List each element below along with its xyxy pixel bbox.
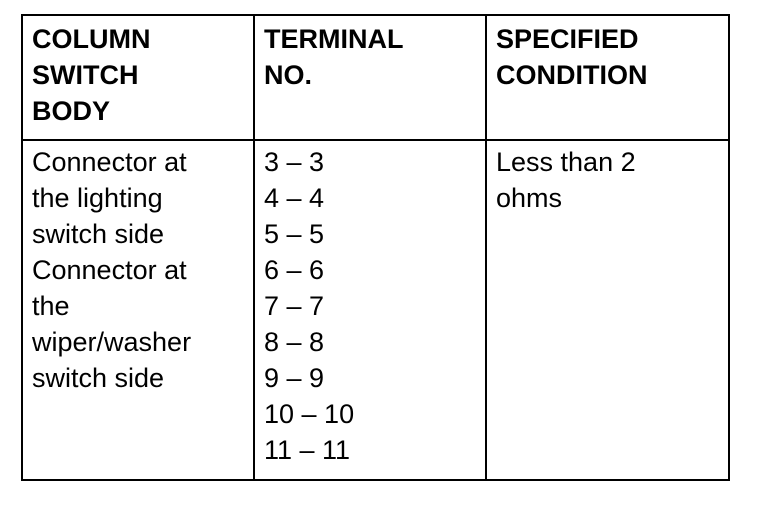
header-terminal-no: [255, 16, 487, 141]
cell-specified-condition: [487, 141, 728, 479]
specification-table: [21, 14, 730, 481]
terminal-pair: 8 – 8: [264, 327, 325, 357]
cell-terminal-no: [255, 141, 487, 479]
header-line: BODY: [32, 96, 111, 126]
condition-line: Less than 2: [496, 147, 636, 177]
header-line: COLUMN: [32, 24, 151, 54]
header-line: TERMINAL: [264, 24, 404, 54]
header-line: SPECIFIED: [496, 24, 639, 54]
terminal-pair: 4 – 4: [264, 183, 325, 213]
header-line: SWITCH: [32, 60, 139, 90]
body-line: Connector at: [32, 255, 187, 285]
terminal-pair: 5 – 5: [264, 219, 325, 249]
header-specified-condition: [487, 16, 728, 141]
header-line: CONDITION: [496, 60, 648, 90]
header-line: NO.: [264, 60, 313, 90]
body-line: switch side: [32, 219, 165, 249]
header-column-switch-body: [23, 16, 255, 141]
body-line: the lighting: [32, 183, 163, 213]
body-line: wiper/washer: [32, 327, 192, 357]
body-line: Connector at: [32, 147, 187, 177]
body-line: the: [32, 291, 70, 321]
terminal-pair: 10 – 10: [264, 399, 355, 429]
terminal-pair: 3 – 3: [264, 147, 325, 177]
body-line: switch side: [32, 363, 165, 393]
cell-column-switch-body: [23, 141, 255, 479]
terminal-pair: 11 – 11: [264, 435, 351, 465]
condition-line: ohms: [496, 183, 563, 213]
terminal-pair: 7 – 7: [264, 291, 325, 321]
terminal-pair: 9 – 9: [264, 363, 325, 393]
terminal-pair: 6 – 6: [264, 255, 325, 285]
